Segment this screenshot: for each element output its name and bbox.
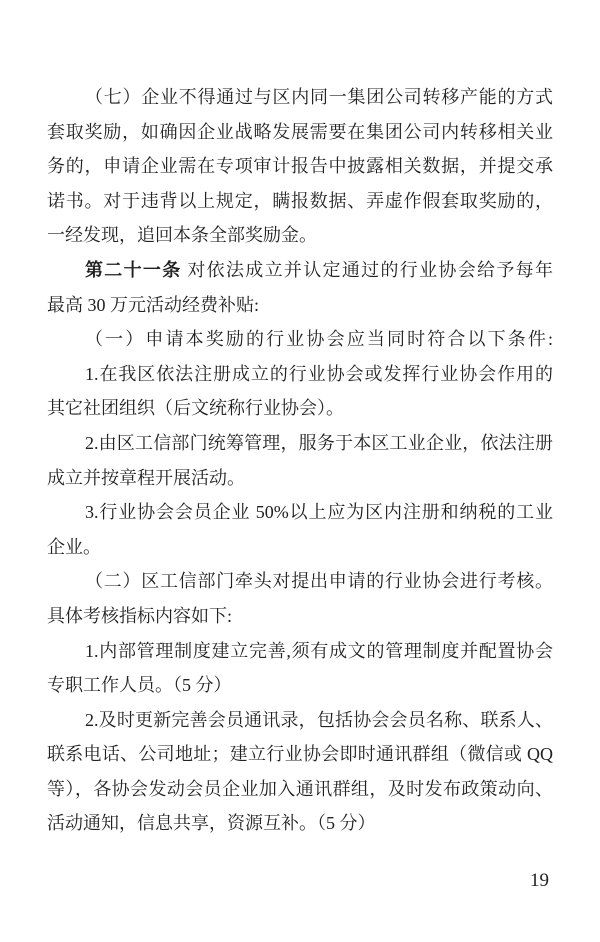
text-line: 2.由区工信部门统筹管理，服务于本区工业企业，依法注册	[85, 432, 553, 453]
text-line: 诺书。对于违背以上规定，瞒报数据、弄虚作假套取奖励的，	[47, 190, 553, 211]
text-line: 3.行业协会会员企业 50%以上应为区内注册和纳税的工业	[85, 502, 553, 523]
text-line: （一）申请本奖励的行业协会应当同时符合以下条件:	[85, 329, 553, 350]
text-line: 具体考核指标内容如下:	[47, 605, 232, 626]
page-number: 19	[530, 870, 549, 891]
text-line: 活动通知，信息共享，资源互补。（5 分）	[47, 813, 376, 834]
text-line: 成立并按章程开展活动。	[47, 467, 245, 488]
text-line: 联系电话、公司地址；建立行业协会即时通讯群组（微信或 QQ	[47, 744, 553, 765]
text-line: 务的，申请企业需在专项审计报告中披露相关数据，并提交承	[47, 156, 553, 177]
text-line	[47, 253, 553, 288]
text-line: 最高 30 万元活动经费补贴:	[47, 294, 259, 315]
text-line: （七）企业不得通过与区内同一集团公司转移产能的方式	[85, 87, 553, 107]
text-line: （二）区工信部门牵头对提出申请的行业协会进行考核。	[85, 571, 553, 592]
article-number-bold: 第二十一条	[85, 259, 182, 280]
text-line: 等），各协会发动会员企业加入通讯群组，及时发布政策动向、	[47, 778, 553, 799]
document-body	[47, 80, 553, 841]
text-line: 企业。	[47, 536, 101, 557]
text-line: 2.及时更新完善会员通讯录，包括协会会员名称、联系人、	[85, 709, 553, 730]
text-line: 一经发现，追回本条全部奖励金。	[47, 225, 317, 246]
text-line: 1.在我区依法注册成立的行业协会或发挥行业协会作用的	[85, 363, 553, 384]
text-line: 套取奖励，如确因企业战略发展需要在集团公司内转移相关业	[47, 121, 553, 142]
text-line: 专职工作人员。（5 分）	[47, 675, 232, 696]
text-line: 1.内部管理制度建立完善,须有成文的管理制度并配置协会	[85, 640, 553, 661]
text-line: 其它社团组织（后文统称行业协会）。	[47, 398, 344, 419]
text-line-segment: 对依法成立并认定通过的行业协会给予每年	[181, 259, 553, 280]
